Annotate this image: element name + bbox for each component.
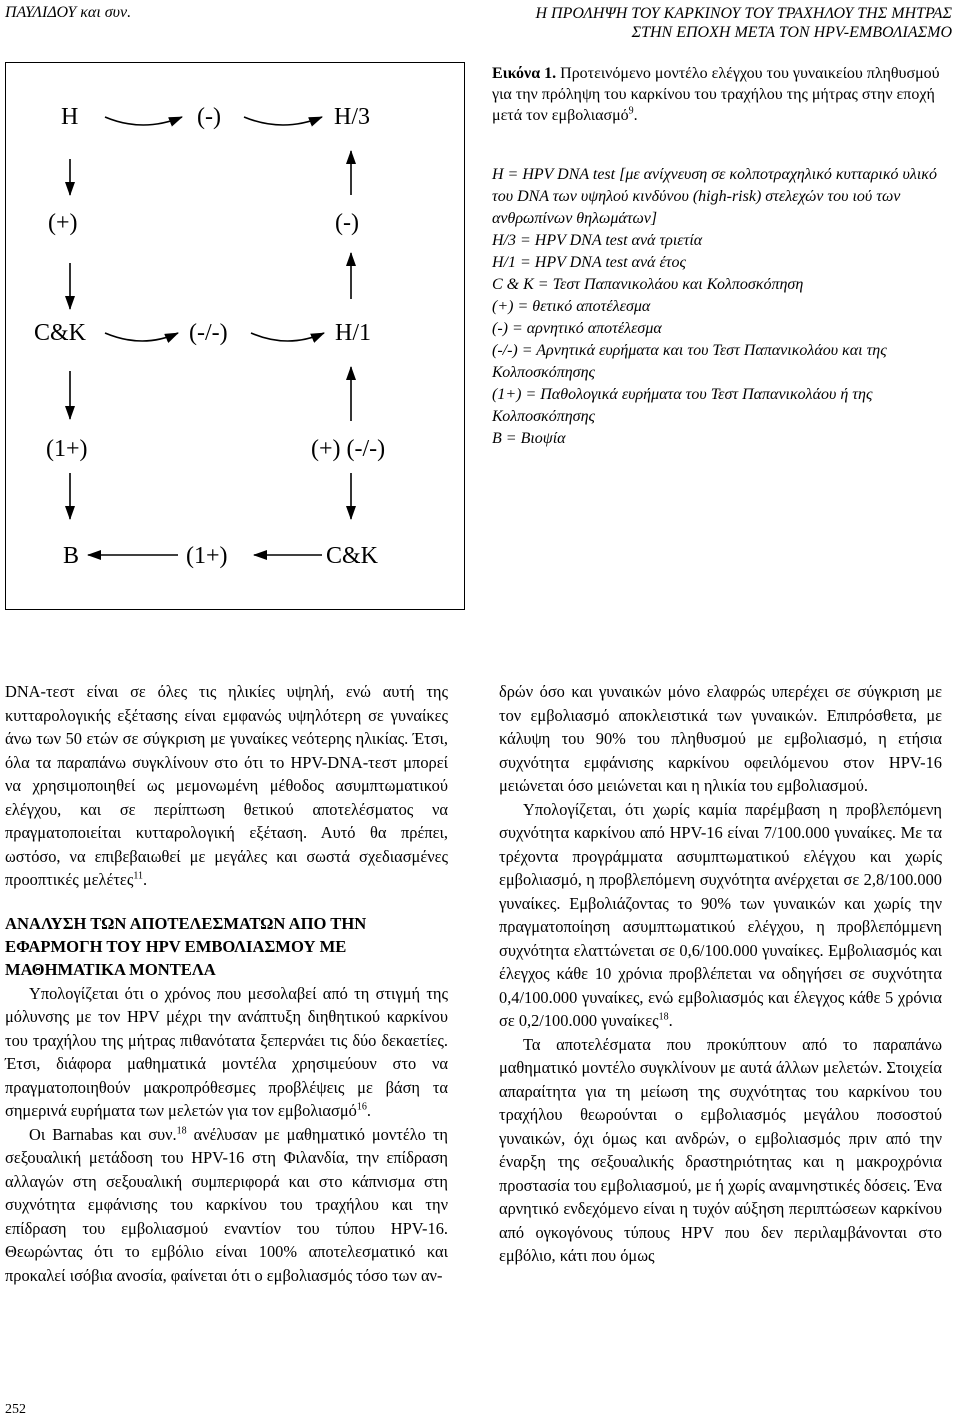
caption-reference: 9 (628, 105, 634, 117)
paragraph-text: DNA-τεστ είναι σε όλες τις ηλικίες υψηλή, ενώ αυτή της κυτταρολογικής εξέτασης είναι εμφανώς υψηλότερη σε γυναίκες άνω των 50 ετών σε σύγκριση με γυναίκες νεότερης ηλικίας. Έτσι, όλα τα παραπάνω συγκλίνουν στο ότι το HPV-DNA-τεστ μπορεί να χρησιμοποιηθεί ως μεμονωμένη μέθοδος ασυμπτωματικού ελέγχου, και σε περίπτωση θετικού αποτελέσματος να πραγματοποιείται κυτταρολογική εξέταση. Αυτό θα πρέπει, ωστόσο, να επιβεβαιωθεί με μεγάλες και σωστά σχεδιασμένες προοπτικές μελέτες (5, 682, 448, 889)
paragraph-text: Υπολογίζεται, ότι χωρίς καμία παρέμβαση η προβλεπόμενη συχνότητα καρκίνου από HPV-16 είναι 7/100.000 γυναίκες. Με τα τρέχοντα προγράμματα ασυμπτωματικού ελέγχου και χωρίς εμβολιασμό, η προβλεπόμενη συχνότητα ανέρχεται σε 2,8/100.000 γυναίκες. Εμβολιάζοντας το 90% των γυναικών και χωρίς την πραγματοποίηση ασυμπτωματικού ελέγχου, η προβλεπόμμενη συχνότητα ελαττώνεται σε 0,6/100.000 γυναίκες. Εμβολιασμός και έλεγχος κάθε 10 χρόνια προβλέπεται να οδηγήσει σε συχνότητα 0,4/100.000 γυναίκες, ενώ εμβολιασμός και έλεγχος κάθε 5 χρόνια σε 0,2/100.000 γυναίκες (499, 799, 942, 1030)
node-positive: (+) (48, 210, 78, 236)
running-header-title (332, 4, 952, 42)
paragraph (5, 982, 448, 1123)
legend-entry: Η = HPV DNA test [με ανίχνευση σε κολποτραχηλικό κυτταρικό υλικό του DNA των υψηλού κινδύνου (high-risk) στελεχών του ιού των ανθρωπίνων θηλωμάτων] (492, 166, 937, 227)
legend-entry: (-/-) = Αρνητικά ευρήματα και του Τεστ Παπανικολάου και της Κολποσκόπησης (492, 342, 887, 381)
body-left-column (5, 680, 448, 1287)
caption-label: Εικόνα 1. (492, 65, 557, 82)
legend-entry: Η/3 = HPV DNA test ανά τριετία (492, 232, 703, 249)
paragraph (499, 798, 942, 1033)
legend-entry: B = Βιοψία (492, 430, 566, 447)
paragraph-end: . (366, 1101, 371, 1120)
legend-entry: C & K = Τεστ Παπανικολάου και Κολποσκόπηση (492, 276, 804, 293)
reference-superscript: 11 (133, 870, 143, 882)
node-negative-both: (-/-) (189, 320, 228, 346)
node-abnormal-bottom: (1+) (186, 543, 228, 569)
legend-entry: (1+) = Παθολογικά ευρήματα του Τεστ Παπανικολάου ή της Κολποσκόπησης (492, 386, 873, 425)
node-hpv-yearly: Η/1 (335, 320, 371, 346)
flow-diagram (6, 63, 466, 611)
node-pap-colposcopy-bottom: C&K (326, 543, 379, 569)
paragraph: δρών όσο και γυναικών μόνο ελαφρώς υπερέχει σε σύγκριση με τον εμβολιασμό αποκλειστικά των γυναικών. Επιπρόσθετα, με κάλυψη του 90% του πληθυσμού με εμβολιασμό, η ετήσια συχνότητα εμφάνισης καρκίνου οφειλόμενου στον HPV-16 μειώνεται όσο μειώνεται και η ηλικία του εμβολιασμού. (499, 682, 942, 795)
node-abnormal: (1+) (46, 436, 88, 462)
legend-entry: Η/1 = HPV DNA test ανά έτος (492, 254, 686, 271)
node-hpv-test: Η (61, 104, 79, 130)
reference-superscript: 16 (356, 1101, 367, 1113)
page-number: 252 (5, 1402, 26, 1417)
paragraph: Τα αποτελέσματα που προκύπτουν από το παραπάνω μαθηματικό μοντέλο συγκλίνουν με αυτά άλλων μελετών. Στοιχεία απαραίτητα για τη μείωση της συχνότητας του καρκίνου του τραχήλου θεωρούνται ο εμβολιασμός μεγάλου ποσοστού γυναικών, όχι όμως και ανδρών, ο εμβολιασμός πριν από την έναρξη της σεξουαλικής δραστηριότητας και η μακροχρόνια προστασία του εμβολιασμού, με ή χωρίς αναμνηστικές δόσεις. Ένα αρνητικό ενδεχόμενο είναι η τυχόν αύξηση περιπτώσεων καρκίνου από ογκογόνους τύπους HPV που δεν περιλαμβάνονται στο εμβόλιο, κάτι που όμως (499, 1034, 943, 1265)
node-positive-negative-both: (+) (-/-) (311, 436, 386, 462)
arrow-h-to-negative (105, 117, 182, 125)
paragraph-text: ανέλυσαν με μαθηματικό μοντέλο τη σεξουαλική μετάδοση του HPV-16 στη Φιλανδία, την επίδραση αλλαγών στη σεξουαλική συμπεριφορά και στο κάπνισμα στη συχνότητα εμφάνισης του καρκίνου του τραχήλου και την επίδραση του εμβολιασμού εναντίον του τύπου HPV-16. Θεωρώντας ότι το εμβόλιο είναι 100% αποτελεσματικό και προκαλεί ισόβια ανοσία, φαίνεται ότι ο εμβολιασμός τόσο των αν- (5, 1124, 448, 1285)
figure-caption (492, 63, 948, 126)
section-heading: ΑΝΑΛΥΣΗ ΤΩΝ ΑΠΟΤΕΛΕΣΜΑΤΩΝ ΑΠΟ ΤΗΝ ΕΦΑΡΜΟΓΗ ΤΟΥ HPV ΕΜΒΟΛΙΑΣΜΟΥ ΜΕ ΜΑΘΗΜΑΤΙΚΑ ΜΟΝΤΕΛΑ (5, 913, 367, 979)
node-negative-right: (-) (335, 210, 359, 236)
node-negative-top: (-) (197, 104, 221, 130)
paragraph-end: . (668, 1011, 673, 1030)
node-pap-colposcopy: C&K (34, 320, 87, 346)
running-header-title-line2: ΣΤΗΝ ΕΠΟΧΗ ΜΕΤΑ ΤΟΝ HPV-ΕΜΒΟΛΙΑΣΜΟ (631, 24, 952, 41)
paragraph-text: Οι Barnabas και συν. (29, 1124, 177, 1144)
arrow-ck-to-negative-both (105, 333, 178, 341)
figure-legend (492, 164, 948, 450)
reference-superscript: 18 (176, 1125, 187, 1137)
running-header-authors: ΠΑΥΛΙΔΟΥ και συν. (5, 4, 132, 21)
paragraph-text: Υπολογίζεται ότι ο χρόνος που μεσολαβεί από τη στιγμή της μόλυνσης με τον HPV μέχρι την ανάπτυξη διηθητικού καρκίνου του τραχήλου της μήτρας πιθανότατα ξεπερνάει τις δύο δεκαετίες. Έτσι, διάφορα μαθηματικά μοντέλα χρησιμεύουν στο να πραγματοποιηθούν μακροπρόθεσμες προβλέψεις με βάση τα σημερινά ευρήματα των μελετών για τον εμβολιασμό (5, 983, 448, 1120)
arrow-negative-both-to-h1 (251, 333, 324, 341)
running-header-title-line1: Η ΠΡΟΛΗΨΗ ΤΟΥ ΚΑΡΚΙΝΟΥ ΤΟΥ ΤΡΑΧΗΛΟΥ ΤΗΣ ΜΗΤΡΑΣ (535, 5, 952, 22)
figure-diagram-box (5, 62, 465, 610)
paragraph (5, 1123, 448, 1288)
paragraph-end: . (142, 870, 148, 889)
legend-entry: (+) = θετικό αποτέλεσμα (492, 298, 651, 315)
caption-end: . (633, 107, 638, 124)
node-biopsy: B (63, 543, 80, 569)
paragraph (5, 680, 448, 892)
caption-text: Προτεινόμενο μοντέλο ελέγχου του γυναικείου πληθυσμού για την πρόληψη του καρκίνου του τραχήλου της μήτρας στην εποχή μετά τον εμβολιασμό (492, 65, 940, 124)
reference-superscript: 18 (658, 1011, 669, 1023)
arrow-negative-to-h3 (244, 117, 322, 125)
node-hpv-every-3-years: Η/3 (334, 104, 370, 130)
legend-entry: (-) = αρνητικό αποτέλεσμα (492, 320, 662, 337)
body-right-column (499, 680, 942, 1268)
